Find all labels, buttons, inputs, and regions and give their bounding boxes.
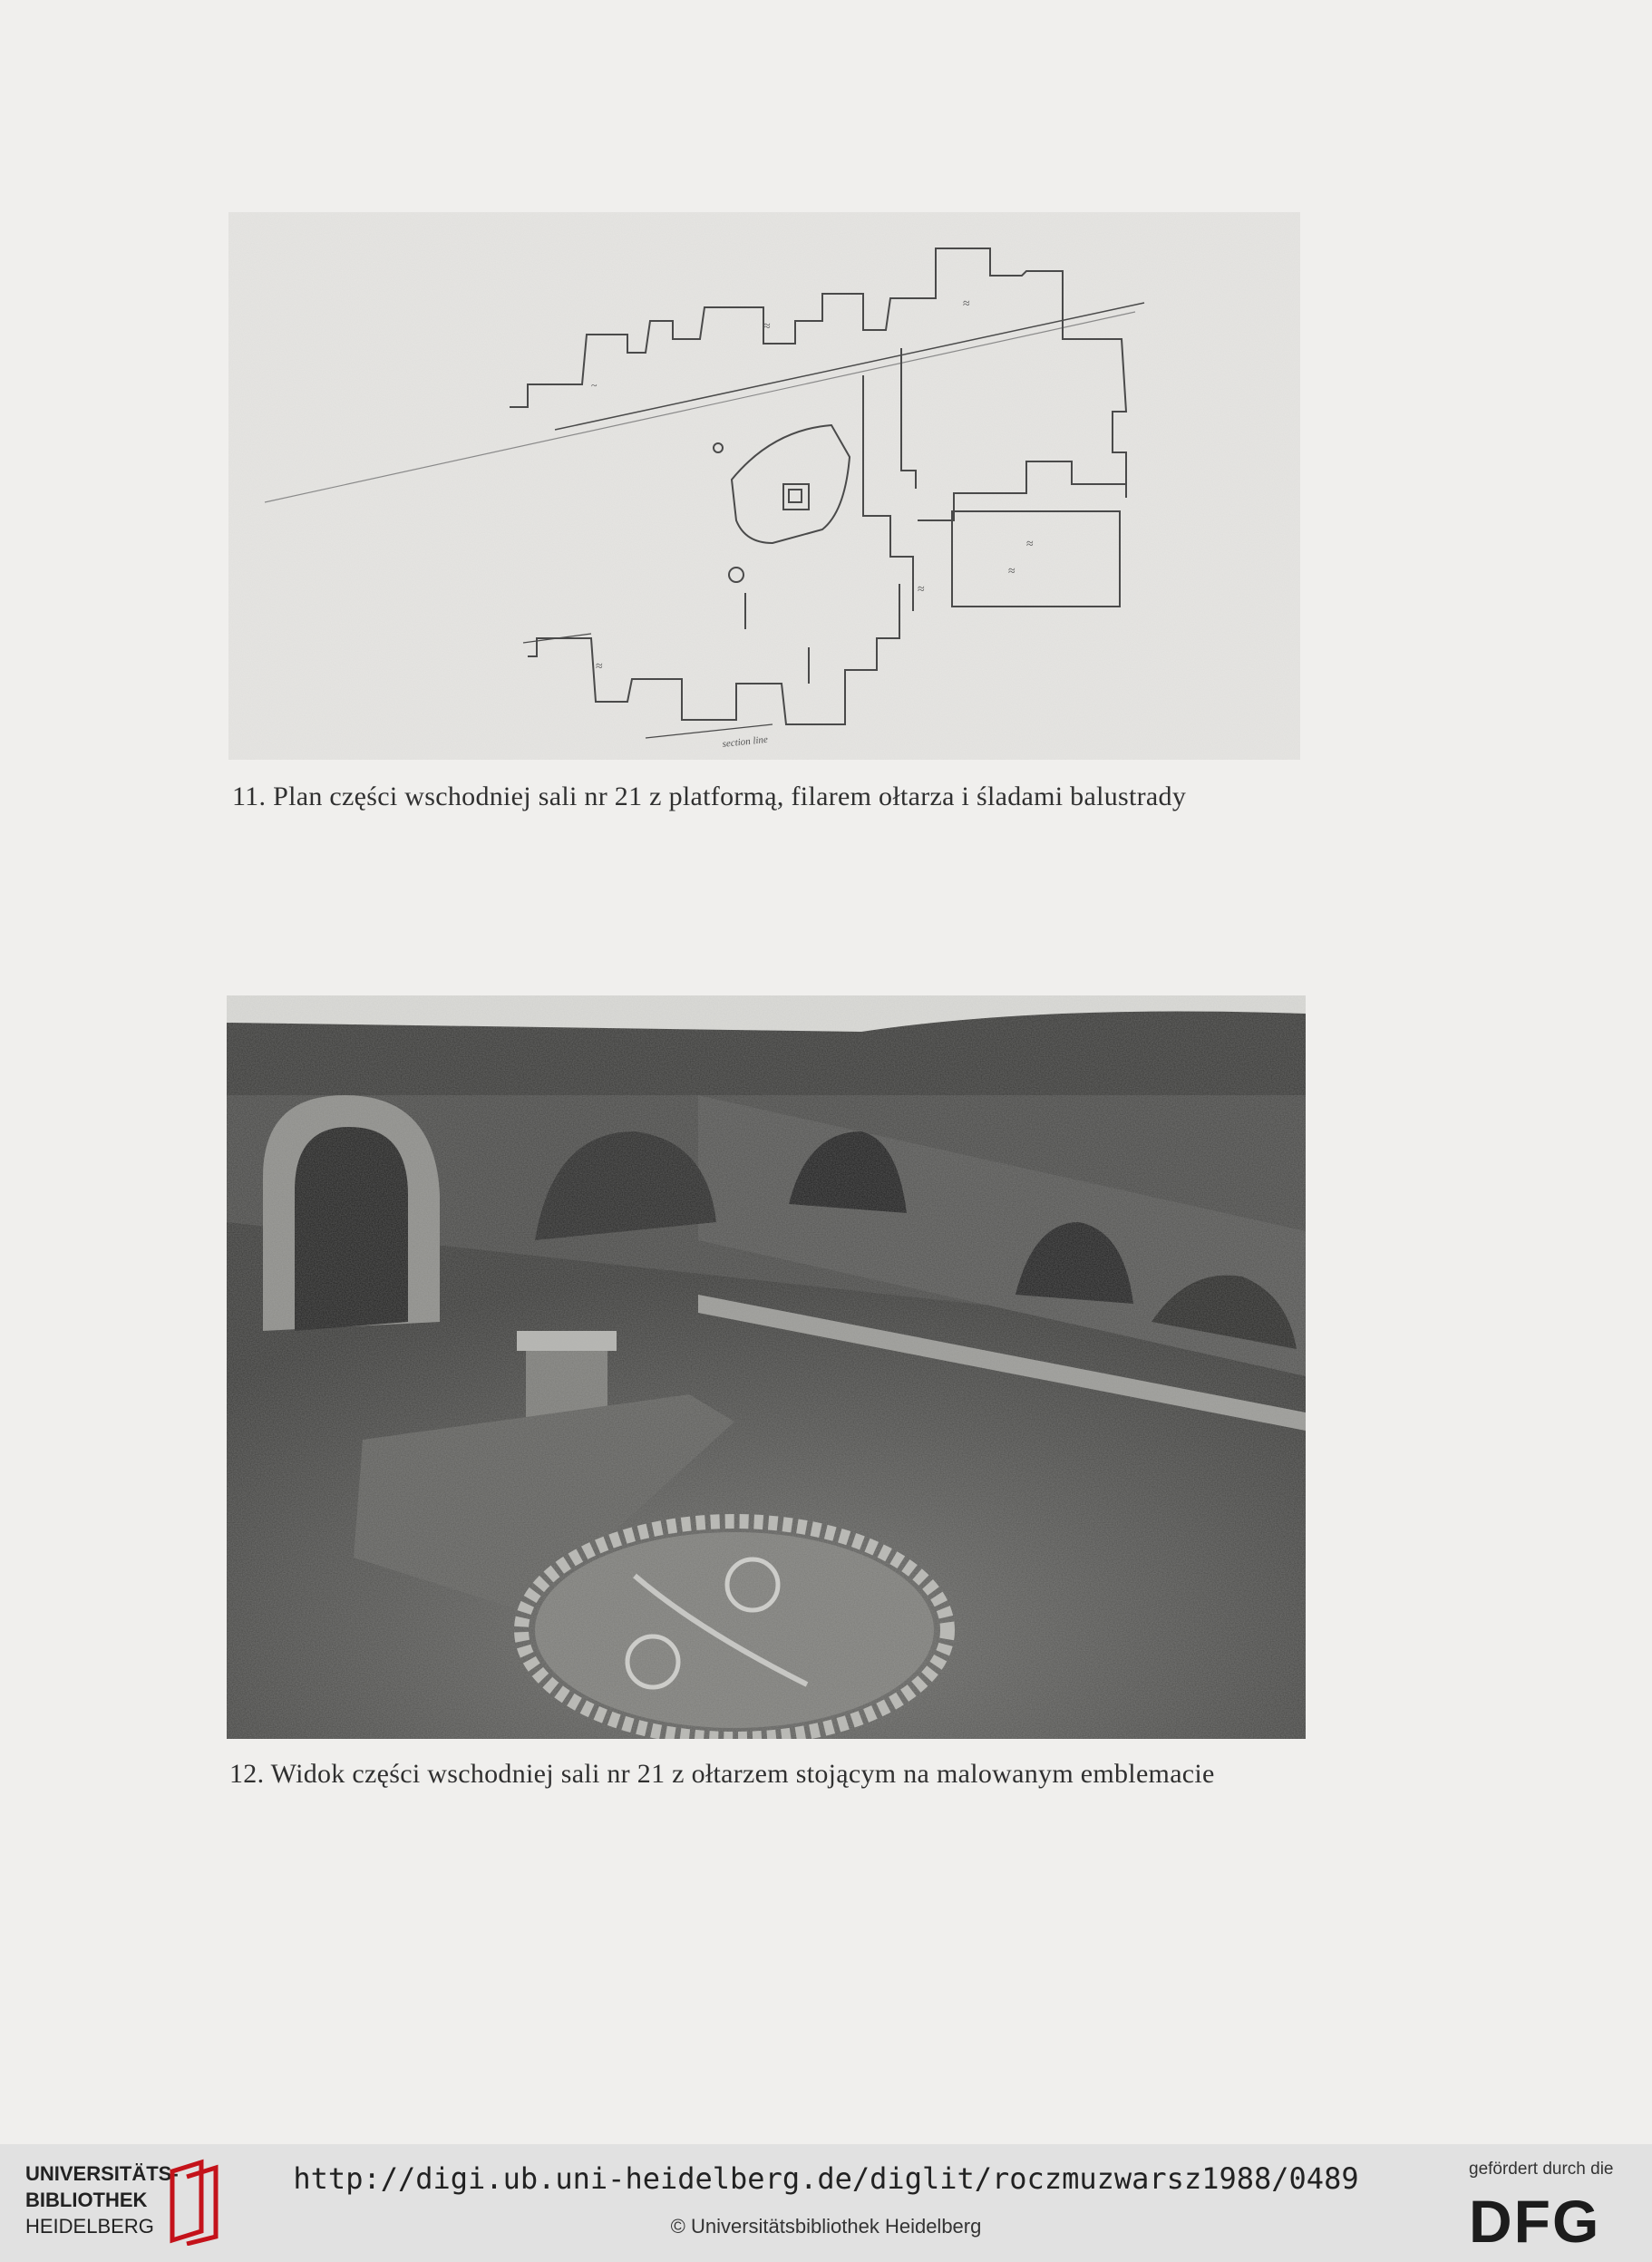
- svg-text:≈: ≈: [918, 583, 925, 597]
- svg-text:≈: ≈: [596, 660, 603, 674]
- plan-annotation: section line: [722, 733, 769, 750]
- svg-text:≈: ≈: [1008, 565, 1015, 578]
- dfg-logo: DFG: [1469, 2188, 1601, 2255]
- figure-12-photo: [227, 995, 1306, 1739]
- figure-11-plan: [228, 212, 1300, 760]
- plan-drawing: [228, 212, 1300, 760]
- figure-12-caption: 12. Widok części wschodniej sali nr 21 z ołtarzem stojącym na malowanym emblemacie: [229, 1759, 1215, 1789]
- library-name-line-2: BIBLIOTHEK: [25, 2189, 148, 2211]
- permalink[interactable]: http://digi.ub.uni-heidelberg.de/diglit/roczmuzwarsz1988/0489: [293, 2161, 1359, 2196]
- funded-by-label: gefördert durch die: [1469, 2160, 1614, 2179]
- svg-text:≈: ≈: [763, 320, 771, 334]
- figure-11-caption: 11. Plan części wschodniej sali nr 21 z platformą, filarem ołtarza i śladami balustrady: [232, 782, 1187, 811]
- svg-text:≈: ≈: [1026, 538, 1034, 551]
- svg-text:~: ~: [591, 379, 598, 392]
- copyright-notice: © Universitätsbibliothek Heidelberg: [670, 2215, 982, 2238]
- excavation-photo: [227, 995, 1306, 1739]
- svg-text:≈: ≈: [963, 297, 970, 311]
- library-name-line-3: HEIDELBERG: [25, 2215, 154, 2238]
- library-name-line-1: UNIVERSITÄTS-: [25, 2162, 179, 2185]
